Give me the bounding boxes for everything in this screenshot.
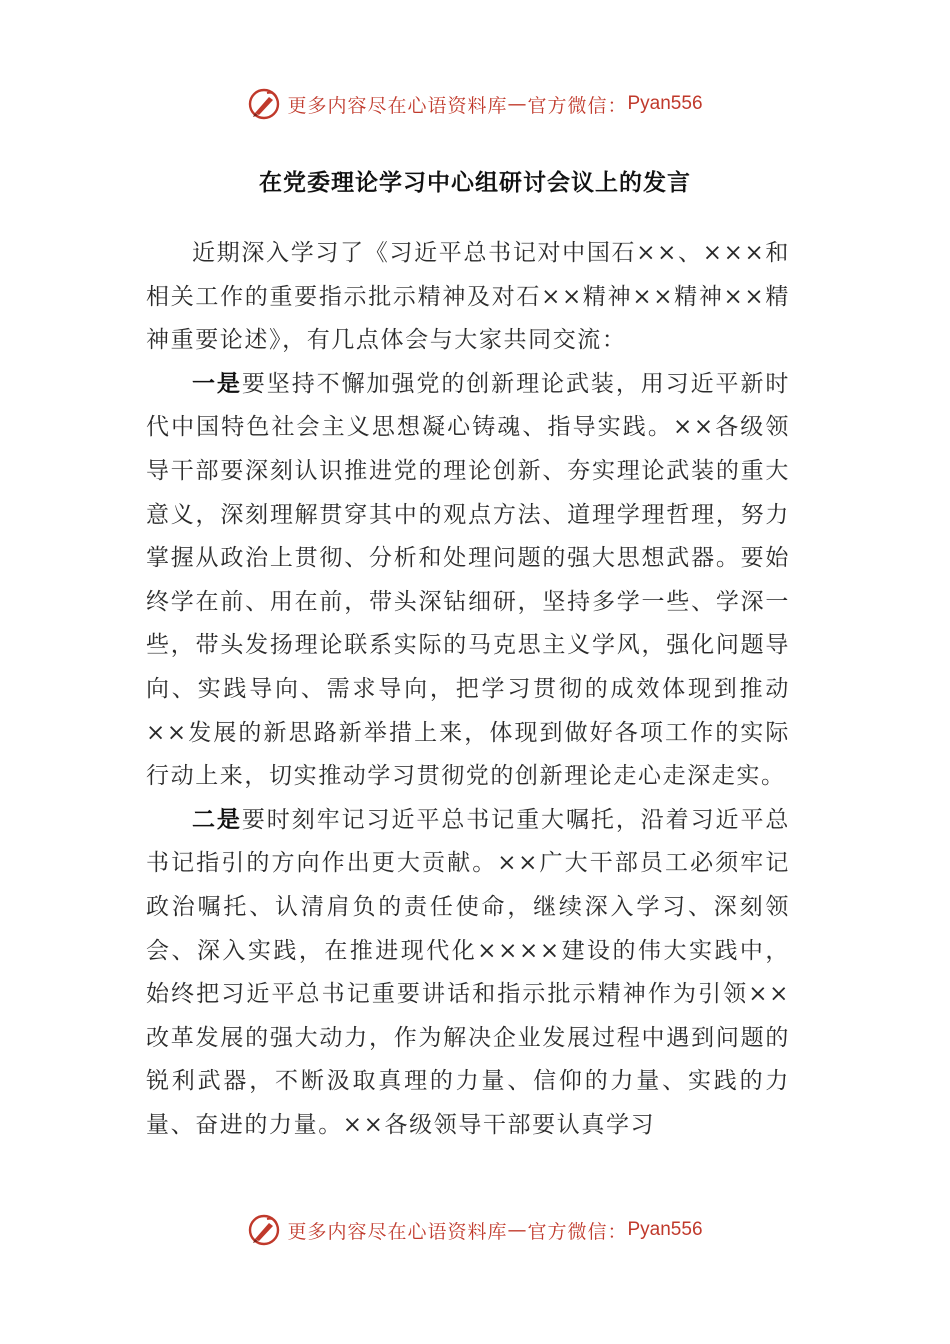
banner-separator: — bbox=[507, 1219, 528, 1241]
point-paragraph-2 bbox=[146, 799, 790, 1148]
point-text-2: 要时刻牢记习近平总书记重大嘱托，沿着习近平总书记指引的方向作出更大贡献。××广大干部员工必须牢记政治嘱托、认清肩负的责任使命，继续深入学习、深刻领会、深入实践，在推进现代化××××建设的伟大实践中，始终把习近平总书记重要讲话和指示批示精神作为引领××改革发展的强大动力，作为解决企业发展过程中遇到问题的锐利武器，不断汲取真理的力量、信仰的力量、实践的力量、奋进的力量。××各级领导干部要认真学习 bbox=[146, 806, 791, 1138]
header-banner bbox=[0, 84, 950, 124]
wechat-id: Pyan556 bbox=[627, 1219, 703, 1240]
site-name-text: 更多内容尽在心语资料库 bbox=[287, 94, 508, 117]
document-title: 在党委理论学习中心组研讨会议上的发言 bbox=[259, 170, 691, 196]
document-body bbox=[146, 232, 790, 1147]
point-text-1: 要坚持不懈加强党的创新理论武装，用习近平新时代中国特色社会主义思想凝心铸魂、指导实践。××各级领导干部要深刻认识推进党的理论创新、夯实理论武装的重大意义，深刻理解贯穿其中的观点方法、道理学理哲理，努力掌握从政治上贯彻、分析和处理问题的强大思想武器。要始终学在前、用在前，带头深钻细研，坚持多学一些、学深一些，带头发扬理论联系实际的马克思主义学风，强化问题导向、实践导向、需求导向，把学习贯彻的成效体现到推动××发展的新思路新举措上来，体现到做好各项工作的实际行动上来，切实推动学习贯彻党的创新理论走心走深走实。 bbox=[146, 370, 791, 790]
point-lead-1: 一是 bbox=[192, 370, 242, 397]
banner-separator: — bbox=[507, 93, 528, 115]
footer-banner bbox=[0, 1210, 950, 1250]
point-lead-2: 二是 bbox=[192, 806, 242, 833]
site-name-text: 更多内容尽在心语资料库 bbox=[287, 1220, 508, 1243]
pen-logo-icon bbox=[247, 1213, 281, 1247]
wechat-id: Pyan556 bbox=[627, 93, 703, 114]
pen-logo-icon bbox=[247, 87, 281, 121]
intro-paragraph: 近期深入学习了《习近平总书记对中国石××、×××和相关工作的重要指示批示精神及对石××精神××精神××精神重要论述》，有几点体会与大家共同交流： bbox=[146, 240, 790, 354]
wechat-label: 官方微信： bbox=[527, 94, 628, 117]
wechat-label: 官方微信： bbox=[527, 1220, 628, 1243]
point-paragraph-1 bbox=[146, 363, 790, 799]
